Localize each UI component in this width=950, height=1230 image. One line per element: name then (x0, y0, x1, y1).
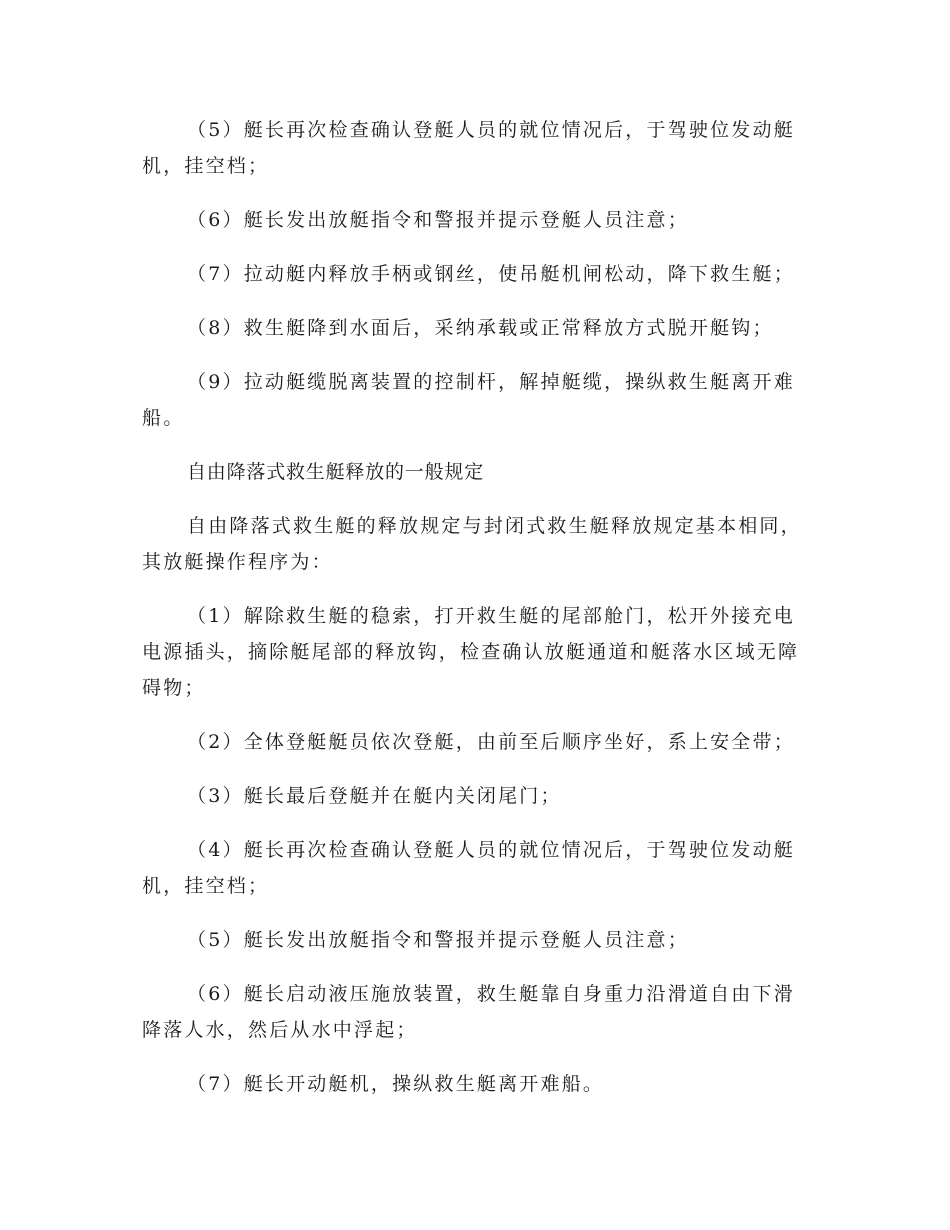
paragraph-freefall-step-2: （2）全体登艇艇员依次登艇，由前至后顺序坐好，系上安全带； (187, 731, 795, 753)
paragraph-freefall-step-7: （7）艇长开动艇机，操纵救生艇离开难船。 (187, 1073, 605, 1095)
document-body (142, 112, 807, 1120)
section-heading: 自由降落式救生艇释放的一般规定 (187, 461, 485, 483)
paragraph-step-7-release-handle: （7）拉动艇内释放手柄或钢丝，使吊艇机闸松动，降下救生艇； (187, 263, 795, 285)
paragraph-step-9-painter-release: （9）拉动艇缆脱离装置的控制杆，解掉艇缆，操纵救生艇离开难船。 (142, 371, 795, 429)
paragraph-freefall-step-5: （5）艇长发出放艇指令和警报并提示登艇人员注意； (187, 929, 689, 951)
paragraph-freefall-step-4: （4）艇长再次检查确认登艇人员的就位情况后，于驾驶位发动艇机，挂空档； (142, 839, 795, 897)
paragraph-step-5-launch-prep: （5）艇长再次检查确认登艇人员的就位情况后，于驾驶位发动艇机，挂空档； (142, 119, 795, 177)
paragraph-freefall-step-1: （1）解除救生艇的稳索，打开救生艇的尾部舱门，松开外接充电电源插头，摘除艇尾部的释放钩，检查确认放艇通道和艇落水区域无障碍物； (142, 605, 800, 699)
paragraph-freefall-step-6: （6）艇长启动液压施放装置，救生艇靠自身重力沿滑道自由下滑降落人水，然后从水中浮起； (142, 983, 795, 1041)
paragraph-step-8-unhook: （8）救生艇降到水面后，采纳承载或正常释放方式脱开艇钩； (187, 317, 774, 339)
paragraph-freefall-step-3: （3）艇长最后登艇并在艇内关闭尾门； (187, 785, 562, 807)
paragraph-step-6-alarm: （6）艇长发出放艇指令和警报并提示登艇人员注意； (187, 209, 689, 231)
paragraph-intro: 自由降落式救生艇的释放规定与封闭式救生艇释放规定基本相同，其放艇操作程序为： (142, 515, 802, 573)
